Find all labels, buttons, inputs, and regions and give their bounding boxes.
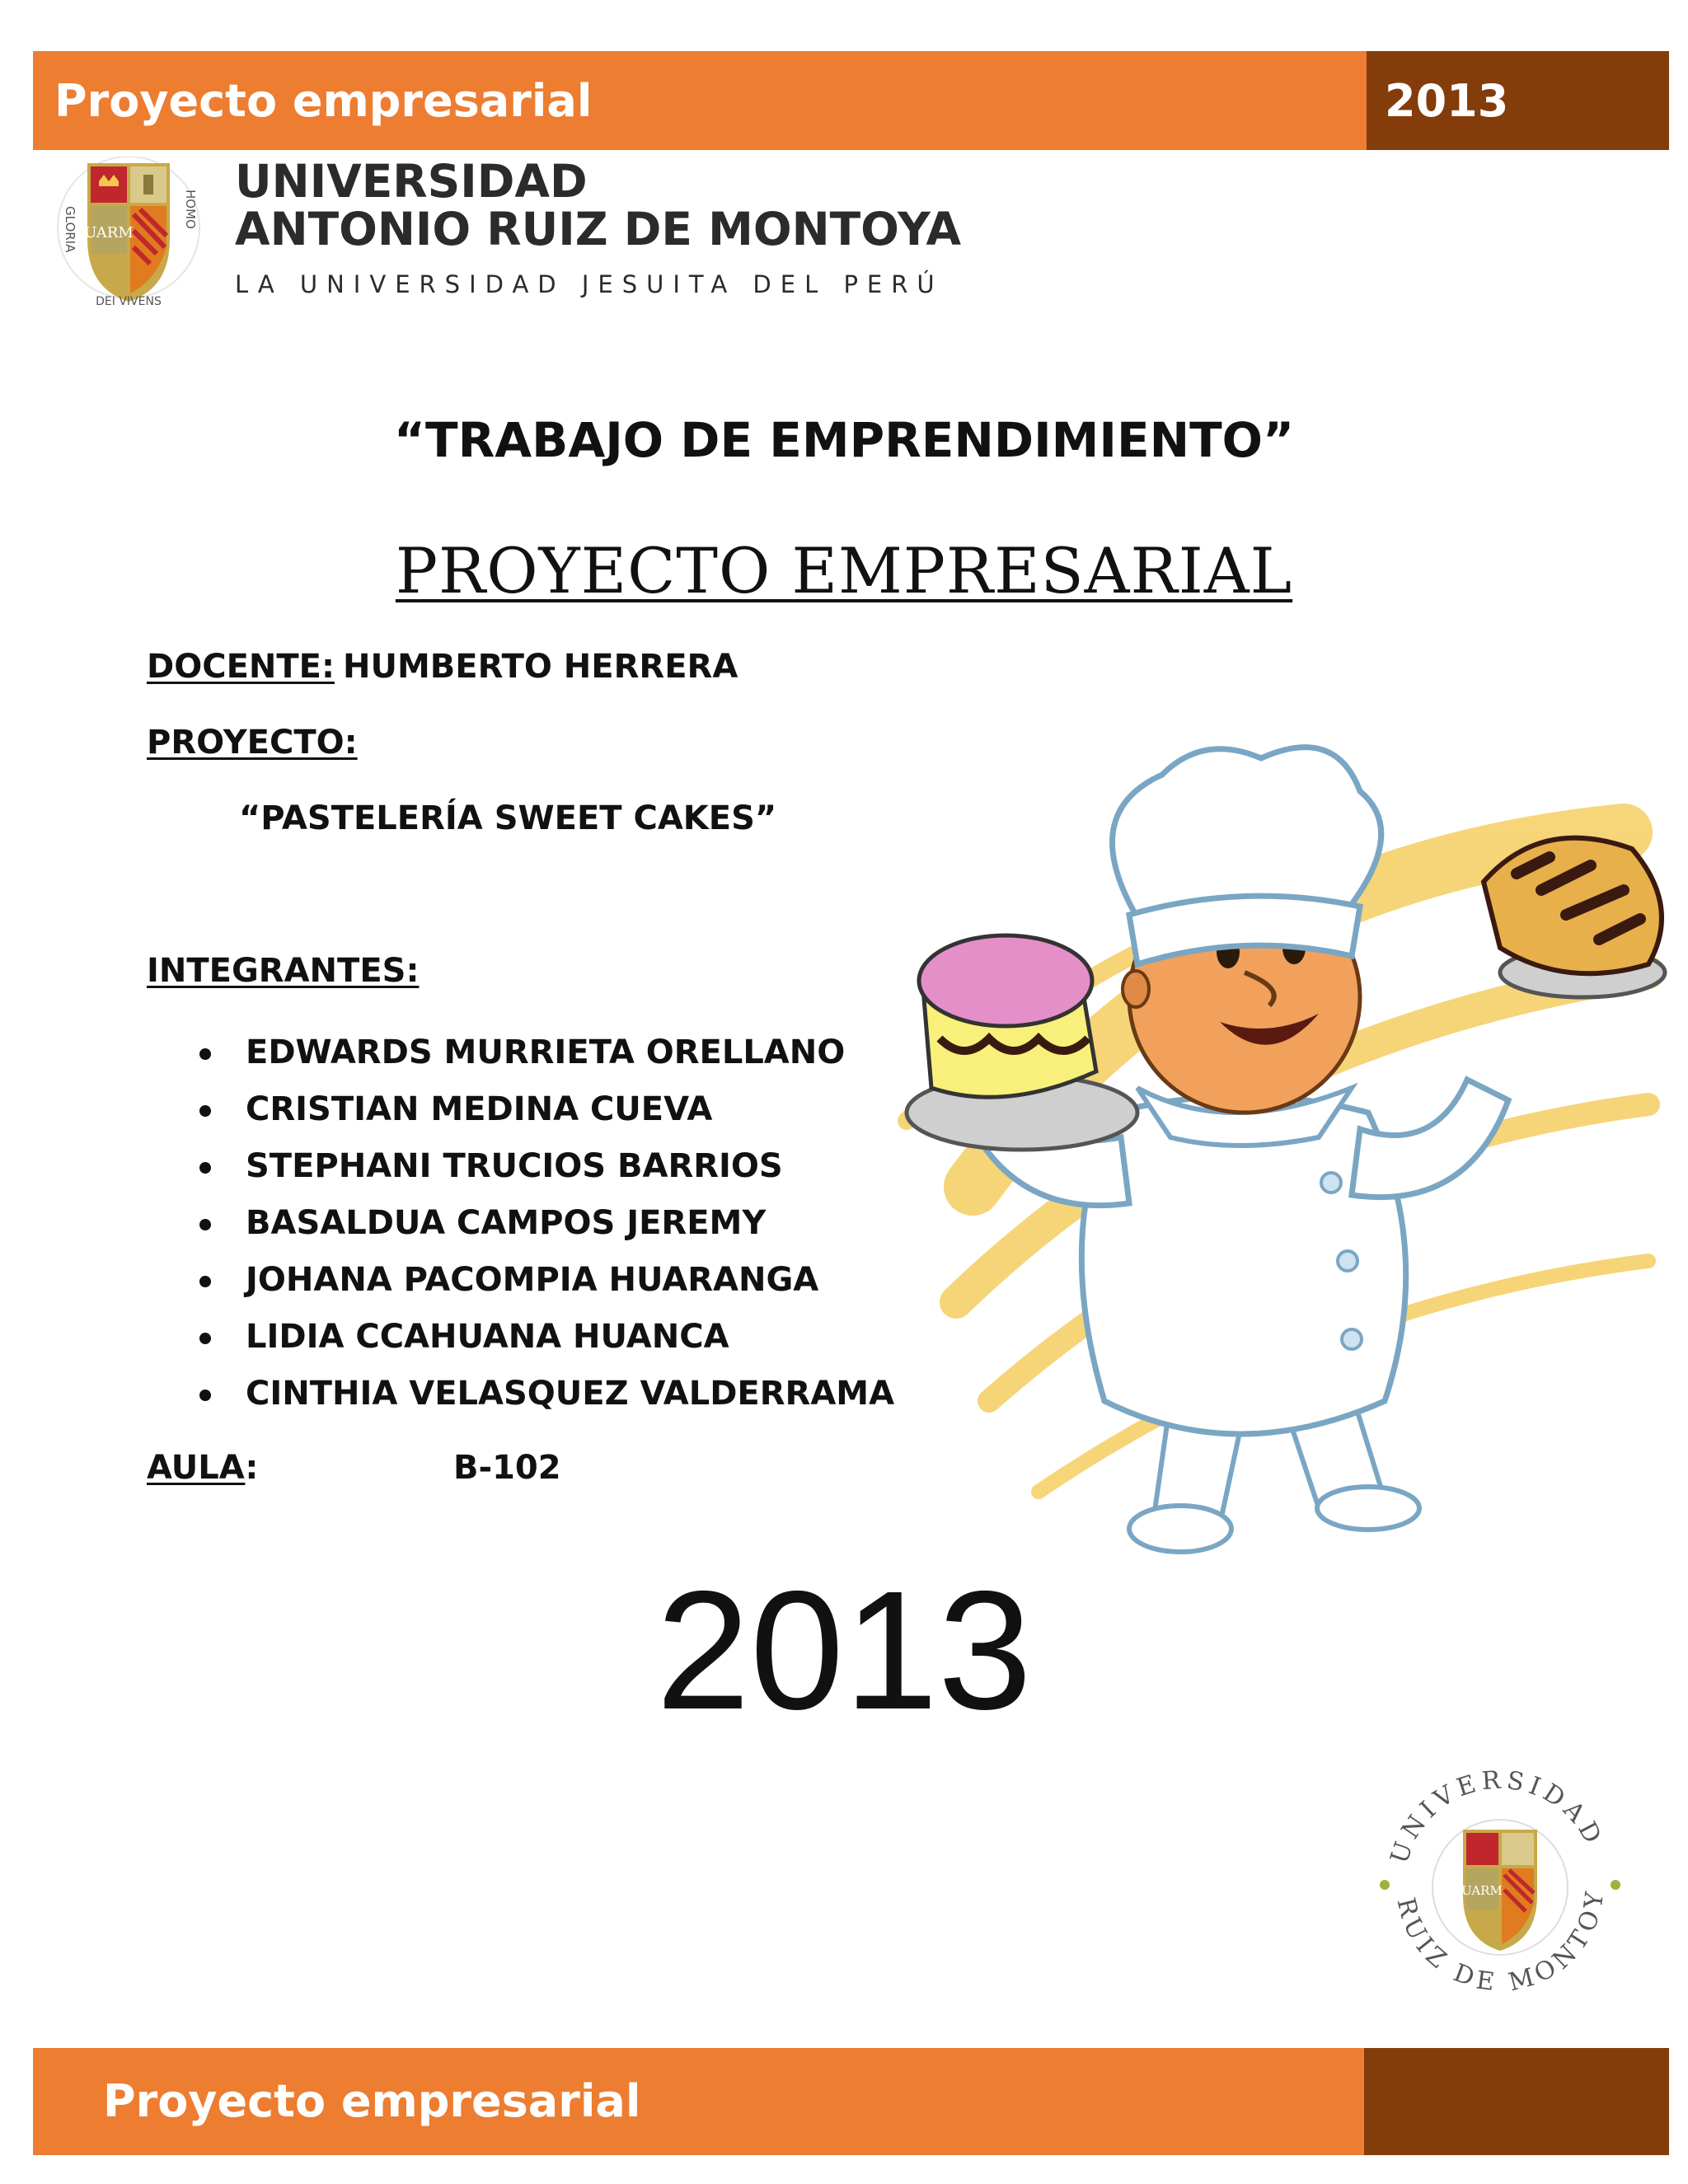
aula-label: AULA	[147, 1449, 246, 1487]
docente-label: DOCENTE:	[147, 648, 335, 686]
svg-text:RUIZ DE MONTOYA: RUIZ DE MONTOY	[1390, 1887, 1611, 1998]
list-item: CINTHIA VELASQUEZ VALDERRAMA	[195, 1366, 894, 1422]
footer-band	[33, 2048, 1669, 2155]
svg-text:UNIVERSIDAD: UNIVERSIDAD	[1385, 1765, 1610, 1868]
aula-value: B-102	[453, 1449, 561, 1487]
svg-text:UARM: UARM	[84, 224, 134, 241]
proyecto-label: PROYECTO:	[147, 724, 358, 762]
list-item: BASALDUA CAMPOS JEREMY	[195, 1195, 894, 1252]
big-year: 2013	[655, 1556, 1033, 1745]
chef-illustration	[857, 725, 1673, 1574]
integrantes-label: INTEGRANTES:	[147, 952, 420, 990]
header-band	[33, 51, 1669, 150]
proyecto-name: “PASTELERÍA SWEET CAKES”	[239, 799, 777, 837]
list-item: LIDIA CCAHUANA HUANCA	[195, 1309, 894, 1366]
aula-label-wrap	[147, 1449, 258, 1487]
svg-text:HOMO: HOMO	[183, 190, 198, 229]
list-item: STEPHANI TRUCIOS BARRIOS	[195, 1138, 894, 1195]
header-title: Proyecto empresarial	[54, 75, 593, 127]
aula-colon: :	[245, 1449, 259, 1487]
header-year: 2013	[1385, 75, 1509, 127]
document-title: “TRABAJO DE EMPRENDIMIENTO”	[393, 412, 1295, 468]
docente-name: HUMBERTO HERRERA	[343, 648, 738, 686]
list-item: EDWARDS MURRIETA ORELLANO	[195, 1024, 894, 1081]
university-crest-logo	[41, 157, 216, 307]
university-seal-logo	[1372, 1751, 1628, 2015]
university-tagline: LA UNIVERSIDAD JESUITA DEL PERÚ	[235, 270, 944, 298]
svg-text:UARM: UARM	[1461, 1883, 1503, 1898]
university-name-line1: UNIVERSIDAD	[235, 155, 588, 208]
list-item: JOHANA PACOMPIA HUARANGA	[195, 1252, 894, 1309]
footer-title: Proyecto empresarial	[103, 2075, 641, 2127]
svg-text:DEI VIVENS: DEI VIVENS	[96, 295, 162, 307]
footer-brown-bar	[1364, 2048, 1669, 2155]
svg-text:GLORIA: GLORIA	[63, 206, 77, 253]
list-item: CRISTIAN MEDINA CUEVA	[195, 1081, 894, 1138]
university-name-line2: ANTONIO RUIZ DE MONTOYA	[235, 203, 962, 255]
integrantes-list	[195, 1024, 894, 1422]
document-subtitle: PROYECTO EMPRESARIAL	[395, 534, 1293, 607]
